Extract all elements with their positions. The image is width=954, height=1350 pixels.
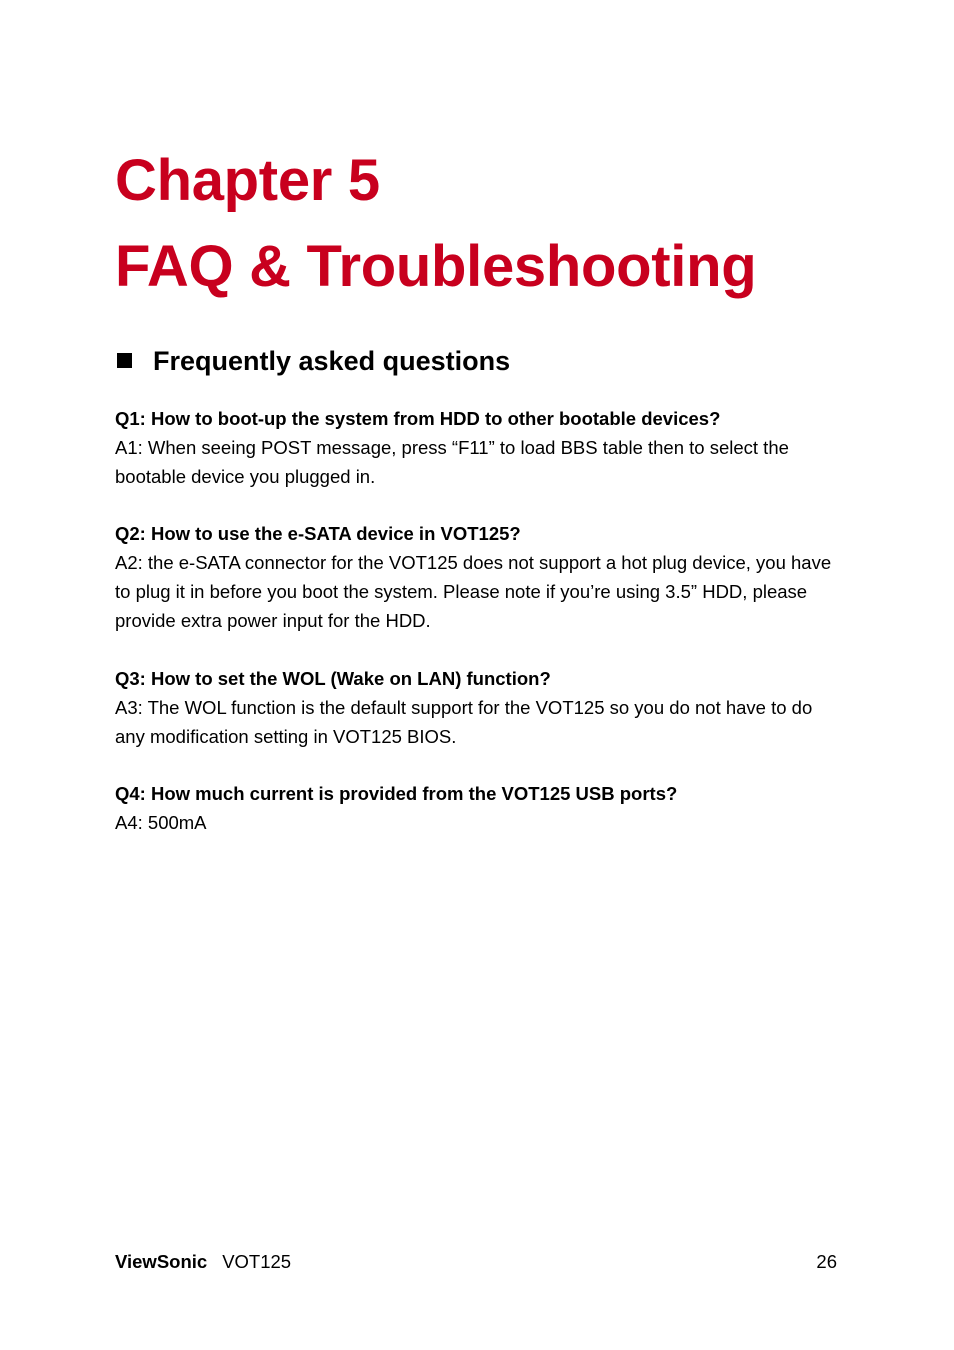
section-heading — [117, 344, 510, 378]
faq-answer: A2: the e-SATA connector for the VOT125 does not support a hot plug device, you have to plug it in before you boot the system. Please note if you’re using 3.5” HDD, please provide extra power input for the HDD. — [115, 552, 832, 631]
chapter-name: FAQ & Troubleshooting — [115, 234, 757, 299]
square-bullet-icon — [117, 353, 132, 368]
faq-question: Q1: How to boot-up the system from HDD to other bootable devices? — [115, 408, 721, 429]
faq-question: Q3: How to set the WOL (Wake on LAN) function? — [115, 668, 551, 689]
faq-question: Q2: How to use the e-SATA device in VOT125? — [115, 523, 521, 544]
faq-answer: A3: The WOL function is the default support for the VOT125 so you do not have to do any modification setting in VOT125 BIOS. — [115, 697, 813, 747]
faq-question: Q4: How much current is provided from the VOT125 USB ports? — [115, 783, 678, 804]
page-footer — [115, 1249, 837, 1275]
chapter-number: Chapter 5 — [115, 148, 380, 213]
faq-answer: A4: 500mA — [115, 812, 207, 833]
faq-item-2 — [115, 519, 845, 635]
footer-brand: ViewSonic — [115, 1251, 208, 1272]
faq-item-1 — [115, 404, 845, 491]
chapter-title — [115, 138, 756, 310]
faq-answer: A1: When seeing POST message, press “F11” to load BBS table then to select the bootable device you plugged in. — [115, 437, 789, 487]
page-number: 26 — [816, 1251, 837, 1272]
section-heading-text: Frequently asked questions — [153, 346, 511, 376]
faq-item-3 — [115, 664, 845, 751]
footer-model: VOT125 — [222, 1251, 292, 1272]
faq-item-4 — [115, 779, 845, 837]
